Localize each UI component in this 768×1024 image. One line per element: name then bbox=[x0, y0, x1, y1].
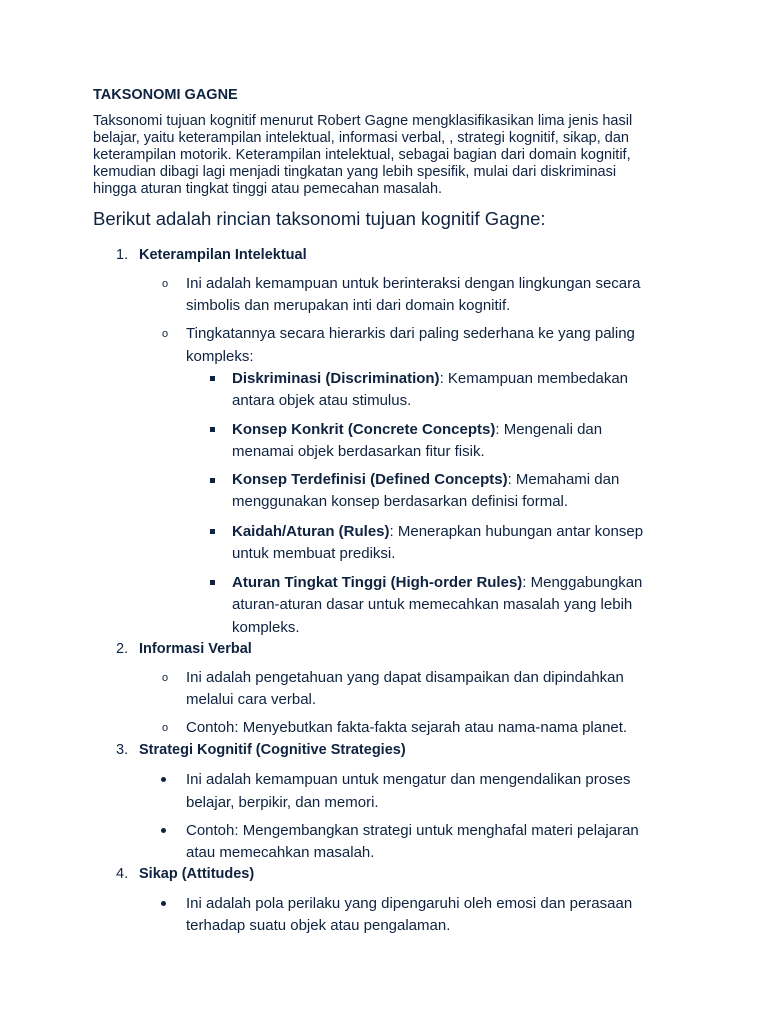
list-item-line: atau memecahkan masalah. bbox=[186, 844, 375, 861]
section-title: Keterampilan Intelektual bbox=[139, 247, 307, 263]
level-desc: : Menerapkan hubungan antar konsep bbox=[389, 523, 644, 540]
circle-bullet-icon: o bbox=[162, 328, 169, 340]
level-term: Konsep Konkrit (Concrete Concepts) bbox=[232, 421, 496, 438]
level-line: antara objek atau stimulus. bbox=[232, 392, 412, 409]
level-desc: : Kemampuan membedakan bbox=[439, 370, 628, 387]
intro-line: belajar, yaitu keterampilan intelektual, informasi verbal, , strategi kognitif, sikap, dan bbox=[93, 130, 629, 146]
square-bullet-icon bbox=[210, 478, 215, 483]
level-line bbox=[232, 421, 602, 438]
list-item-line: Ini adalah pengetahuan yang dapat disampaikan dan dipindahkan bbox=[186, 669, 624, 686]
document-title: TAKSONOMI GAGNE bbox=[93, 87, 238, 103]
level-term: Diskriminasi (Discrimination) bbox=[232, 370, 440, 387]
intro-line: hingga aturan tingkat tinggi atau pemecahan masalah. bbox=[93, 181, 443, 197]
square-bullet-icon bbox=[210, 580, 215, 585]
section-number: 1. bbox=[116, 247, 129, 263]
intro-line: keterampilan motorik. Keterampilan intelektual, sebagai bagian dari domain kognitif, bbox=[93, 147, 631, 163]
level-term: Aturan Tingkat Tinggi (High-order Rules) bbox=[232, 574, 523, 591]
list-item-line: Ini adalah kemampuan untuk berinteraksi dengan lingkungan secara bbox=[186, 275, 641, 292]
list-item-line: Contoh: Mengembangkan strategi untuk menghafal materi pelajaran bbox=[186, 822, 639, 839]
circle-bullet-icon: o bbox=[162, 278, 169, 290]
bullet-dot-icon bbox=[161, 828, 166, 833]
level-desc: : Mengenali dan bbox=[495, 421, 603, 438]
section-title: Sikap (Attitudes) bbox=[139, 866, 255, 882]
level-line bbox=[232, 471, 619, 488]
section-title: Strategi Kognitif (Cognitive Strategies) bbox=[139, 742, 406, 758]
subheading: Berikut adalah rincian taksonomi tujuan kognitif Gagne: bbox=[93, 208, 546, 229]
list-item-line: Ini adalah kemampuan untuk mengatur dan mengendalikan proses bbox=[186, 771, 631, 788]
level-line: aturan-aturan dasar untuk memecahkan masalah yang lebih bbox=[232, 596, 633, 613]
list-item-line: Contoh: Menyebutkan fakta-fakta sejarah atau nama-nama planet. bbox=[186, 719, 628, 736]
intro-line: kemudian dibagi lagi menjadi tingkatan yang lebih spesifik, mulai dari diskriminasi bbox=[93, 164, 617, 180]
level-line: menamai objek berdasarkan fitur fisik. bbox=[232, 443, 485, 460]
square-bullet-icon bbox=[210, 427, 215, 432]
circle-bullet-icon: o bbox=[162, 722, 169, 734]
section-number: 2. bbox=[116, 641, 129, 657]
level-line bbox=[232, 574, 642, 591]
list-item-line: simbolis dan merupakan inti dari domain kognitif. bbox=[186, 297, 511, 314]
level-line: menggunakan konsep berdasarkan definisi formal. bbox=[232, 493, 569, 510]
level-line: kompleks. bbox=[232, 619, 300, 636]
section-number: 3. bbox=[116, 742, 129, 758]
level-term: Konsep Terdefinisi (Defined Concepts) bbox=[232, 471, 508, 488]
square-bullet-icon bbox=[210, 529, 215, 534]
circle-bullet-icon: o bbox=[162, 672, 169, 684]
level-line: untuk membuat prediksi. bbox=[232, 545, 396, 562]
intro-line: Taksonomi tujuan kognitif menurut Robert Gagne mengklasifikasikan lima jenis hasil bbox=[93, 113, 633, 129]
list-item-line: Ini adalah pola perilaku yang dipengaruhi oleh emosi dan perasaan bbox=[186, 895, 633, 912]
list-item-line: belajar, berpikir, dan memori. bbox=[186, 794, 379, 811]
level-desc: : Menggabungkan bbox=[522, 574, 643, 591]
square-bullet-icon bbox=[210, 376, 215, 381]
list-item-line: melalui cara verbal. bbox=[186, 691, 317, 708]
list-item-line: terhadap suatu objek atau pengalaman. bbox=[186, 917, 451, 934]
bullet-dot-icon bbox=[161, 901, 166, 906]
level-term: Kaidah/Aturan (Rules) bbox=[232, 523, 390, 540]
bullet-dot-icon bbox=[161, 777, 166, 782]
level-line bbox=[232, 370, 628, 387]
section-number: 4. bbox=[116, 866, 129, 882]
list-item-line: kompleks: bbox=[186, 348, 254, 365]
list-item-line: Tingkatannya secara hierarkis dari paling sederhana ke yang paling bbox=[186, 325, 635, 342]
level-line bbox=[232, 523, 643, 540]
level-desc: : Memahami dan bbox=[507, 471, 620, 488]
section-title: Informasi Verbal bbox=[139, 641, 252, 657]
